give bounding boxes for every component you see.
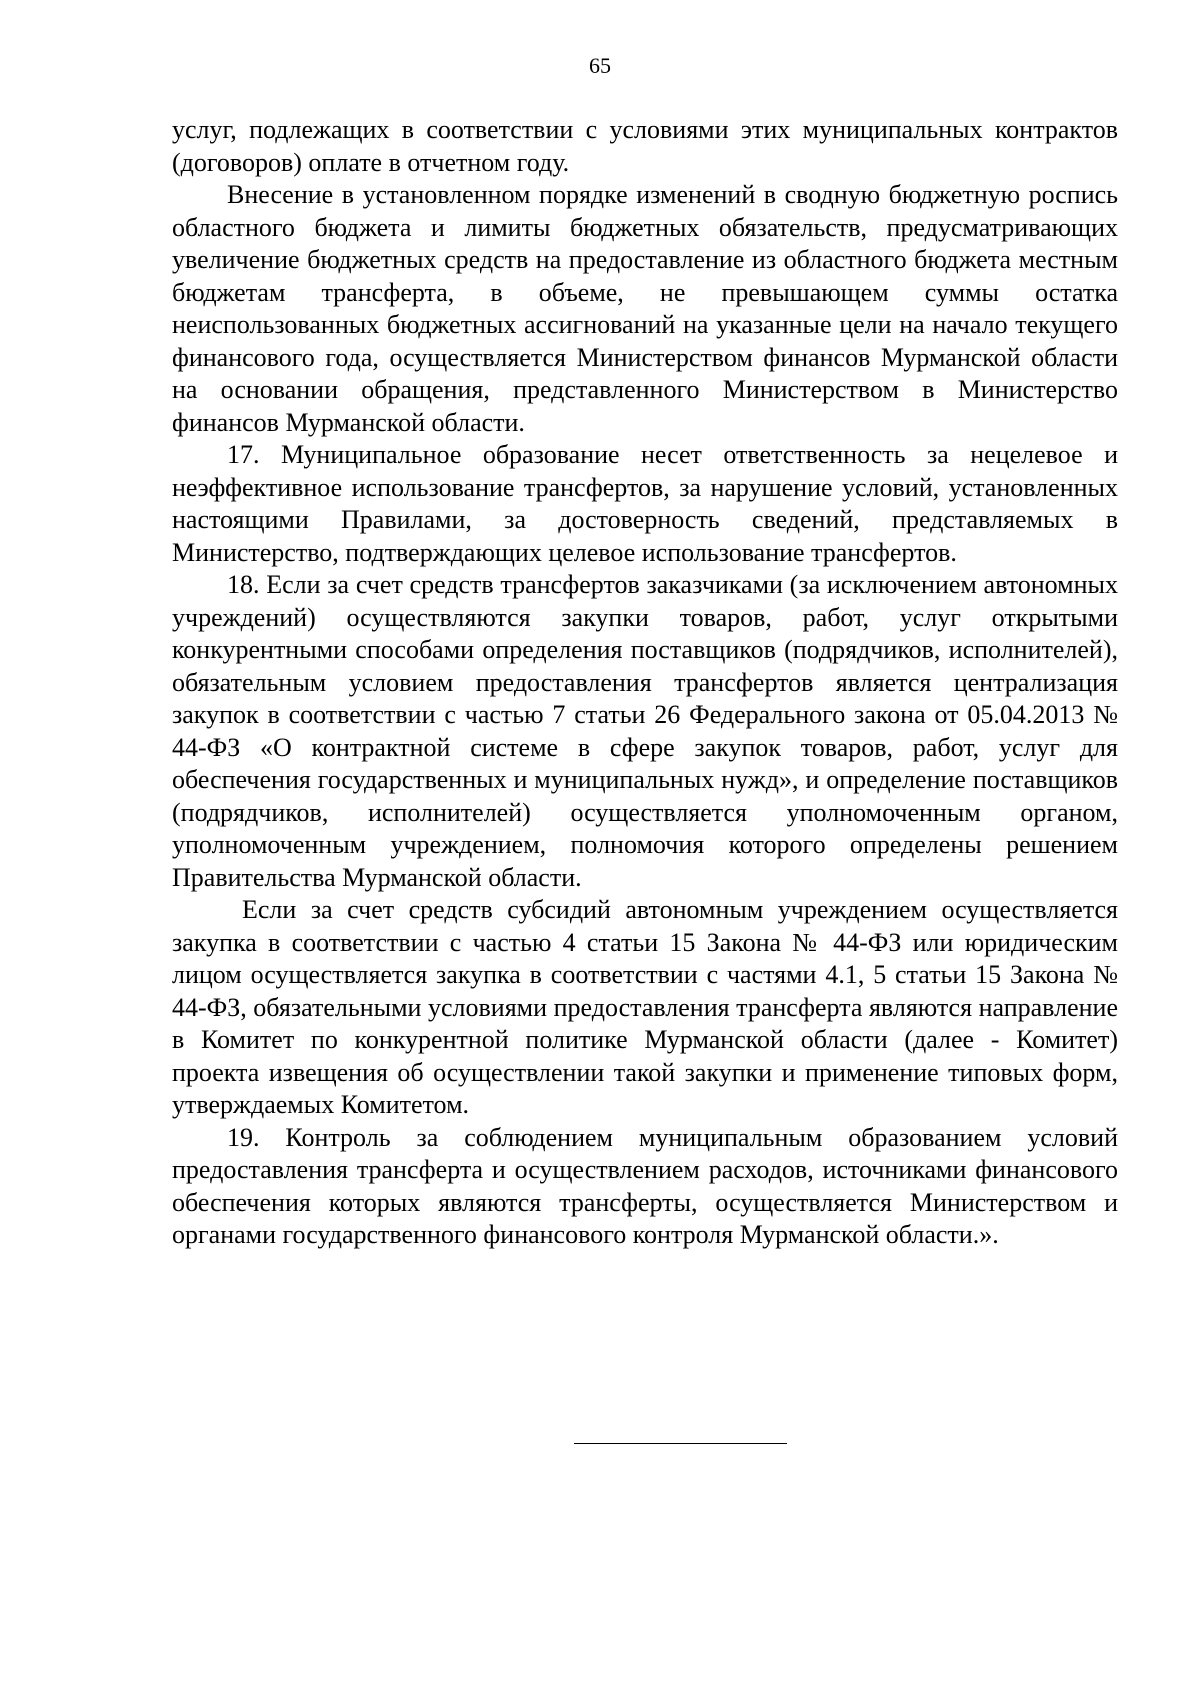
paragraph-item-19: 19. Контроль за соблюдением муниципальным образованием условий предоставления трансферта и осуществлением расходов, источниками финансового обеспечения которых являются трансферты, осуществляется Министерством и органами государственного финансового контроля Мурманской области.».: [172, 1122, 1118, 1249]
paragraph-item-17: 17. Муниципальное образование несет ответственность за нецелевое и неэффективное использование трансфертов, за нарушение условий, установленных настоящими Правилами, за достоверность сведений, представляемых в Министерство, подтверждающих целевое использование трансфертов.: [172, 440, 1118, 567]
paragraph-continuation: услуг, подлежащих в соответствии с условиями этих муниципальных контрактов (договоров) оплате в отчетном году.: [172, 115, 1118, 177]
paragraph-subsidies: Если за счет средств субсидий автономным учреждением осуществляется закупка в соответствии с частью 4 статьи 15 Закона № 44-ФЗ или юридическим лицом осуществляется закупка в соответствии с частями 4.1, 5 статьи 15 Закона № 44-ФЗ, обязательными условиями предоставления трансферта являются направление в Комитет по конкурентной политике Мурманской области (далее - Комитет) проекта извещения об осуществлении такой закупки и применение типовых форм, утверждаемых Комитетом.: [172, 895, 1118, 1119]
paragraph-budget-changes: Внесение в установленном порядке изменений в сводную бюджетную роспись областного бюджета и лимиты бюджетных обязательств, предусматривающих увеличение бюджетных средств на предоставление из областного бюджета местным бюджетам трансферта, в объеме, не превышающем суммы остатка неиспользованных бюджетных ассигнований на указанные цели на начало текущего финансового года, осуществляется Министерством финансов Мурманской области на основании обращения, представленного Министерством в Министерство финансов Мурманской области.: [172, 180, 1118, 437]
document-body: [172, 114, 1118, 1252]
end-of-document-rule: [574, 1443, 787, 1444]
paragraph-item-18: 18. Если за счет средств трансфертов заказчиками (за исключением автономных учреждений) осуществляются закупки товаров, работ, услуг открытыми конкурентными способами определения поставщиков (подрядчиков, исполнителей), обязательным условием предоставления трансфертов является централизация закупок в соответствии с частью 7 статьи 26 Федерального закона от 05.04.2013 № 44-ФЗ «О контрактной системе в сфере закупок товаров, работ, услуг для обеспечения государственных и муниципальных нужд», и определение поставщиков (подрядчиков, исполнителей) осуществляется уполномоченным органом, уполномоченным учреждением, полномочия которого определены решением Правительства Мурманской области.: [172, 570, 1118, 892]
page-number: 65: [589, 53, 611, 78]
